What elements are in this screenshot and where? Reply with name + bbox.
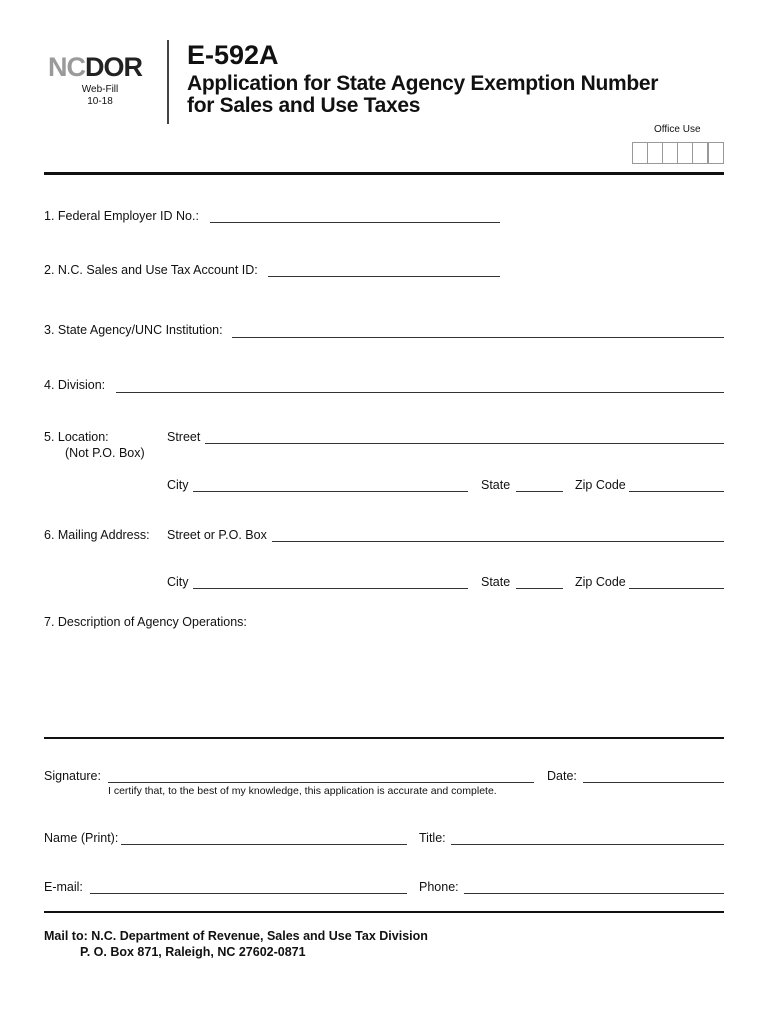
version-line1: Web-Fill xyxy=(81,84,119,95)
mailing-city-label: City xyxy=(167,575,189,589)
name-label: Name (Print): xyxy=(44,831,119,845)
title-line1: Application for State Agency Exemption Number xyxy=(187,72,659,95)
mailing-state-label: State xyxy=(481,575,511,589)
fein-label: 1. Federal Employer ID No.: xyxy=(44,209,199,223)
location-zip-label: Zip Code xyxy=(575,478,626,492)
division-input[interactable] xyxy=(116,392,724,393)
mailing-street-label: Street or P.O. Box xyxy=(167,528,267,542)
mailing-street-input[interactable] xyxy=(272,541,724,542)
mail-to-line2: P. O. Box 871, Raleigh, NC 27602-0871 xyxy=(80,945,306,959)
header-rule xyxy=(44,172,724,175)
title-input[interactable] xyxy=(451,844,724,845)
header-divider xyxy=(167,40,169,124)
location-city-input[interactable] xyxy=(193,491,468,492)
phone-label: Phone: xyxy=(419,880,459,894)
account-id-input[interactable] xyxy=(268,276,500,277)
location-city-label: City xyxy=(167,478,189,492)
logo-dor: DOR xyxy=(85,52,142,82)
mailing-zip-label: Zip Code xyxy=(575,575,626,589)
location-zip-input[interactable] xyxy=(629,491,724,492)
logo-nc: NC xyxy=(48,52,85,82)
mailing-label: 6. Mailing Address: xyxy=(44,528,150,542)
form-title xyxy=(187,73,658,117)
phone-input[interactable] xyxy=(464,893,724,894)
signature-label: Signature: xyxy=(44,769,101,783)
title-label: Title: xyxy=(419,831,446,845)
name-input[interactable] xyxy=(121,844,407,845)
account-id-label: 2. N.C. Sales and Use Tax Account ID: xyxy=(44,263,258,277)
mailing-zip-input[interactable] xyxy=(629,588,724,589)
ncdor-logo xyxy=(48,52,142,83)
footer-rule xyxy=(44,911,724,913)
signature-input[interactable] xyxy=(108,782,534,783)
description-input[interactable] xyxy=(44,635,724,730)
location-label: 5. Location: xyxy=(44,430,109,444)
division-label: 4. Division: xyxy=(44,378,106,392)
date-label: Date: xyxy=(547,769,577,783)
email-input[interactable] xyxy=(90,893,407,894)
location-state-label: State xyxy=(481,478,511,492)
form-number: E-592A xyxy=(187,40,279,70)
fein-input[interactable] xyxy=(210,222,500,223)
version-line2: 10-18 xyxy=(87,96,113,107)
location-street-label: Street xyxy=(167,430,201,444)
agency-label: 3. State Agency/UNC Institution: xyxy=(44,323,223,337)
mailing-city-input[interactable] xyxy=(193,588,468,589)
certify-text: I certify that, to the best of my knowledge, this application is accurate and complete. xyxy=(108,785,497,797)
mailing-state-input[interactable] xyxy=(516,588,563,589)
agency-input[interactable] xyxy=(232,337,724,338)
location-street-input[interactable] xyxy=(205,443,724,444)
location-state-input[interactable] xyxy=(516,491,563,492)
email-label: E-mail: xyxy=(44,880,83,894)
date-input[interactable] xyxy=(583,782,724,783)
location-sub-label: (Not P.O. Box) xyxy=(65,446,145,460)
signature-rule xyxy=(44,737,724,739)
mail-to-line1: Mail to: N.C. Department of Revenue, Sales and Use Tax Division xyxy=(44,929,428,943)
title-line2: for Sales and Use Taxes xyxy=(187,94,421,117)
description-label: 7. Description of Agency Operations: xyxy=(44,615,247,629)
office-use-label: Office Use xyxy=(654,124,701,135)
